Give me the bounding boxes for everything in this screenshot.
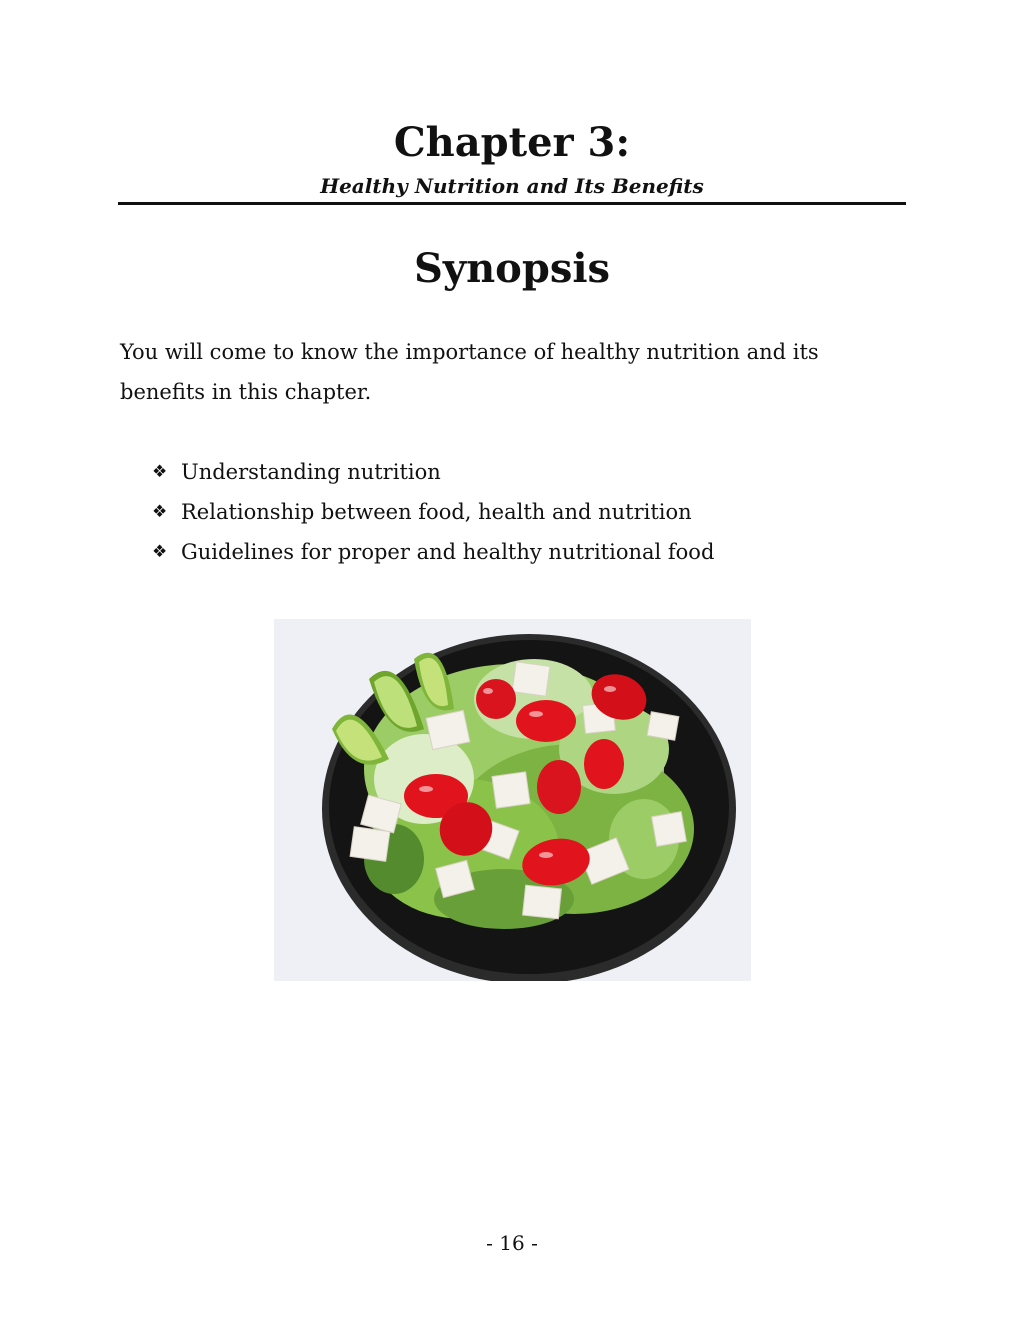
topic-list [152, 452, 714, 572]
chapter-title: Chapter 3: [393, 119, 631, 166]
list-item [152, 492, 714, 532]
list-item [152, 452, 714, 492]
list-item-text: Guidelines for proper and healthy nutritional food [181, 540, 715, 564]
section-heading: Synopsis [413, 245, 611, 292]
list-item-text: Relationship between food, health and nutrition [181, 500, 692, 524]
list-item-text: Understanding nutrition [181, 460, 441, 484]
diamond-bullet-icon: ❖ [152, 542, 168, 562]
salad-photo [274, 619, 751, 981]
chapter-subtitle: Healthy Nutrition and Its Benefits [320, 174, 704, 198]
title-divider [118, 202, 906, 205]
page-number: - 16 - [486, 1231, 538, 1255]
diamond-bullet-icon: ❖ [152, 502, 168, 522]
list-item [152, 532, 714, 572]
salad-illustration [274, 619, 751, 981]
diamond-bullet-icon: ❖ [152, 462, 168, 482]
intro-paragraph: You will come to know the importance of healthy nutrition and its benefits in this chapter. [120, 340, 819, 404]
